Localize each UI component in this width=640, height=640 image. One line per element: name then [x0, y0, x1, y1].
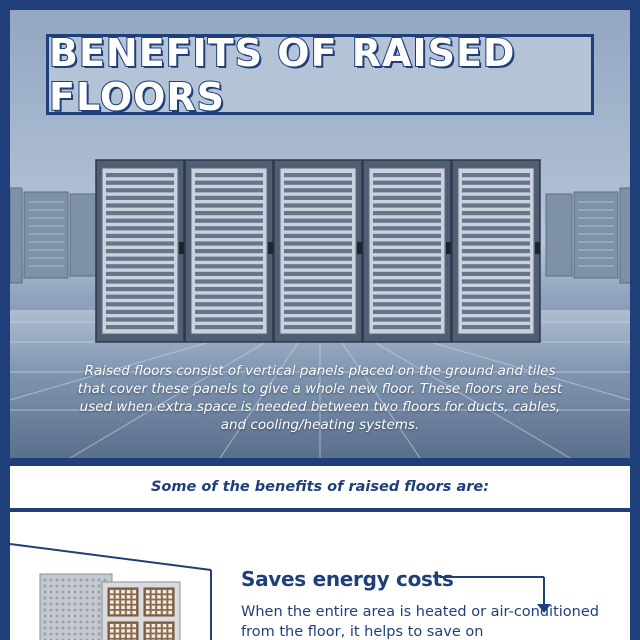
server-rack-icon	[452, 160, 540, 342]
server-rack-icon	[96, 160, 184, 342]
benefit-text: When the entire area is heated or air-conditioned from the floor, it helps to save on	[241, 604, 599, 640]
floor-tile-icon	[40, 574, 180, 640]
benefit-card	[10, 512, 630, 640]
title-box	[46, 30, 594, 119]
server-rack-icon	[185, 160, 273, 342]
server-rack-icon	[363, 160, 451, 342]
subheader-band	[10, 466, 630, 508]
page-title: BENEFITS OF RAISED FLOORS	[49, 30, 516, 119]
benefit-title: Saves energy costs	[241, 567, 454, 591]
subheader-text: Some of the benefits of raised floors are:	[150, 479, 490, 495]
server-rack-icon	[274, 160, 362, 342]
intro-paragraph: Raised floors consist of vertical panels placed on the ground and tiles that cover these panels to give a whole new floor. These floors are best used when extra space is needed between two floors for ducts, cables, and cooling/heating systems.	[77, 363, 563, 433]
hero-section	[10, 10, 630, 458]
